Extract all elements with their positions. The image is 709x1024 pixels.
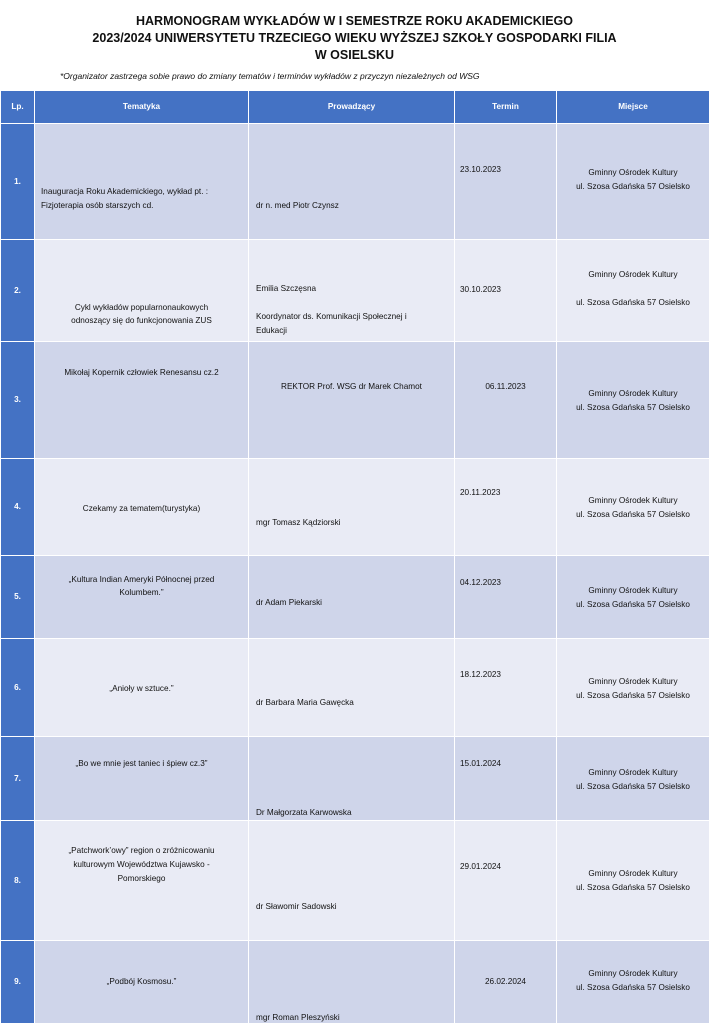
topic-line: Fizjoterapia osób starszych cd. (41, 201, 154, 210)
lecturer-cell (249, 737, 455, 821)
table-row (1, 639, 709, 737)
date-cell (455, 821, 557, 941)
row-number: 1. (1, 124, 35, 240)
place-line: ul. Szosa Gdańska 57 Osielsko (576, 182, 690, 191)
place-line: Gminny Ośrodek Kultury (588, 168, 678, 177)
lecturer-line: REKTOR Prof. WSG dr Marek Chamot (281, 382, 422, 391)
topic-line: Mikołaj Kopernik człowiek Renesansu cz.2 (64, 368, 219, 377)
place-line: ul. Szosa Gdańska 57 Osielsko (576, 403, 690, 412)
place-cell (557, 556, 709, 639)
topic-line: odnoszący się do funkcjonowania ZUS (71, 316, 212, 325)
table-row (1, 240, 709, 342)
title-line-1: HARMONOGRAM WYKŁADÓW W I SEMESTRZE ROKU AKADEMICKIEGO (135, 14, 574, 28)
column-header-topic: Tematyka (35, 91, 249, 124)
place-cell (557, 941, 709, 1024)
place-line: ul. Szosa Gdańska 57 Osielsko (576, 691, 690, 700)
lecturer-cell (249, 821, 455, 941)
date-cell (455, 941, 557, 1024)
topic-cell (35, 737, 249, 821)
place-line: ul. Szosa Gdańska 57 Osielsko (576, 600, 690, 609)
place-line: ul. Szosa Gdańska 57 Osielsko (576, 298, 690, 307)
date-value: 23.10.2023 (460, 165, 501, 174)
row-number: 3. (1, 342, 35, 459)
lecturer-cell (249, 342, 455, 459)
date-value: 30.10.2023 (460, 285, 501, 294)
lecturer-line: dr n. med Piotr Czynsz (256, 201, 339, 210)
topic-line: „Kultura Indian Ameryki Północnej przed (68, 575, 215, 584)
row-number: 6. (1, 639, 35, 737)
lecturer-line: dr Barbara Maria Gawęcka (256, 698, 354, 707)
place-cell (557, 821, 709, 941)
place-cell (557, 342, 709, 459)
place-cell (557, 737, 709, 821)
topic-cell (35, 941, 249, 1024)
lecturer-line: Edukacji (256, 326, 287, 335)
place-line: ul. Szosa Gdańska 57 Osielsko (576, 510, 690, 519)
topic-cell (35, 342, 249, 459)
column-header-lp: Lp. (1, 91, 35, 124)
topic-cell (35, 459, 249, 556)
lecturer-cell (249, 556, 455, 639)
table-row (1, 124, 709, 240)
date-cell (455, 556, 557, 639)
topic-line: kulturowym Województwa Kujawsko - (73, 860, 210, 869)
place-line: Gminny Ośrodek Kultury (588, 969, 678, 978)
row-number: 9. (1, 941, 35, 1024)
place-line: Gminny Ośrodek Kultury (588, 677, 678, 686)
place-line: Gminny Ośrodek Kultury (588, 586, 678, 595)
place-line: ul. Szosa Gdańska 57 Osielsko (576, 983, 690, 992)
date-cell (455, 240, 557, 342)
date-value: 06.11.2023 (485, 382, 526, 391)
lecturer-cell (249, 240, 455, 342)
table-row (1, 737, 709, 821)
table-row (1, 556, 709, 639)
topic-line: Pomorskiego (117, 874, 166, 883)
title-line-2: 2023/2024 UNIWERSYTETU TRZECIEGO WIEKU WYŻSZEJ SZKOŁY GOSPODARKI FILIA (92, 31, 617, 45)
row-number: 7. (1, 737, 35, 821)
disclaimer-note: *Organizator zastrzega sobie prawo do zmiany tematów i terminów wykładów z przyczyn niezależnych od WSG (60, 71, 480, 81)
place-line: Gminny Ośrodek Kultury (588, 768, 678, 777)
date-cell (455, 459, 557, 556)
lecturer-line: Dr Małgorzata Karwowska (256, 808, 352, 817)
table-header-row (1, 91, 709, 124)
date-cell (455, 737, 557, 821)
row-number: 5. (1, 556, 35, 639)
date-value: 26.02.2024 (485, 977, 526, 986)
topic-cell (35, 556, 249, 639)
table-row (1, 459, 709, 556)
topic-line: „Patchwork’owy” region o zróżnicowaniu (68, 846, 215, 855)
schedule-table (0, 90, 709, 1024)
place-cell (557, 639, 709, 737)
date-cell (455, 639, 557, 737)
lecturer-line: dr Adam Piekarski (256, 598, 322, 607)
place-cell (557, 240, 709, 342)
date-value: 04.12.2023 (460, 578, 501, 587)
table-row (1, 941, 709, 1024)
place-line: ul. Szosa Gdańska 57 Osielsko (576, 782, 690, 791)
lecturer-line: Emilia Szczęsna (256, 284, 317, 293)
place-line: ul. Szosa Gdańska 57 Osielsko (576, 883, 690, 892)
date-cell (455, 342, 557, 459)
place-line: Gminny Ośrodek Kultury (588, 869, 678, 878)
topic-cell (35, 821, 249, 941)
lecturer-line: mgr Roman Pleszyński (256, 1013, 340, 1022)
column-header-lecturer: Prowadzący (249, 91, 455, 124)
topic-line: Cykl wykładów popularnonaukowych (74, 303, 209, 312)
lecturer-line: mgr Tomasz Kądziorski (256, 518, 341, 527)
row-number: 2. (1, 240, 35, 342)
topic-cell (35, 240, 249, 342)
lecturer-line: Koordynator ds. Komunikacji Społecznej i (256, 312, 407, 321)
topic-cell (35, 124, 249, 240)
title-line-3: W OSIELSKU (314, 48, 395, 62)
lecturer-cell (249, 459, 455, 556)
column-header-place: Miejsce (557, 91, 709, 124)
place-line: Gminny Ośrodek Kultury (588, 496, 678, 505)
lecturer-cell (249, 639, 455, 737)
date-cell (455, 124, 557, 240)
topic-line: Inauguracja Roku Akademickiego, wykład pt. : (41, 187, 209, 196)
lecturer-cell (249, 941, 455, 1024)
date-value: 15.01.2024 (460, 759, 501, 768)
document-title (0, 13, 709, 64)
lecturer-line: dr Sławomir Sadowski (256, 902, 337, 911)
table-row (1, 342, 709, 459)
place-cell (557, 124, 709, 240)
date-value: 20.11.2023 (460, 488, 501, 497)
date-value: 29.01.2024 (460, 862, 501, 871)
topic-cell (35, 639, 249, 737)
place-line: Gminny Ośrodek Kultury (588, 270, 678, 279)
topic-line: Czekamy za tematem(turystyka) (82, 504, 201, 513)
table-row (1, 821, 709, 941)
column-header-date: Termin (455, 91, 557, 124)
topic-line: „Anioły w sztuce.” (109, 684, 174, 693)
topic-line: „Podbój Kosmosu.” (106, 977, 177, 986)
date-value: 18.12.2023 (460, 670, 501, 679)
topic-line: „Bo we mnie jest taniec i śpiew cz.3” (75, 759, 208, 768)
row-number: 4. (1, 459, 35, 556)
place-cell (557, 459, 709, 556)
lecturer-cell (249, 124, 455, 240)
place-line: Gminny Ośrodek Kultury (588, 389, 678, 398)
row-number: 8. (1, 821, 35, 941)
topic-line: Kolumbem.” (119, 588, 164, 597)
